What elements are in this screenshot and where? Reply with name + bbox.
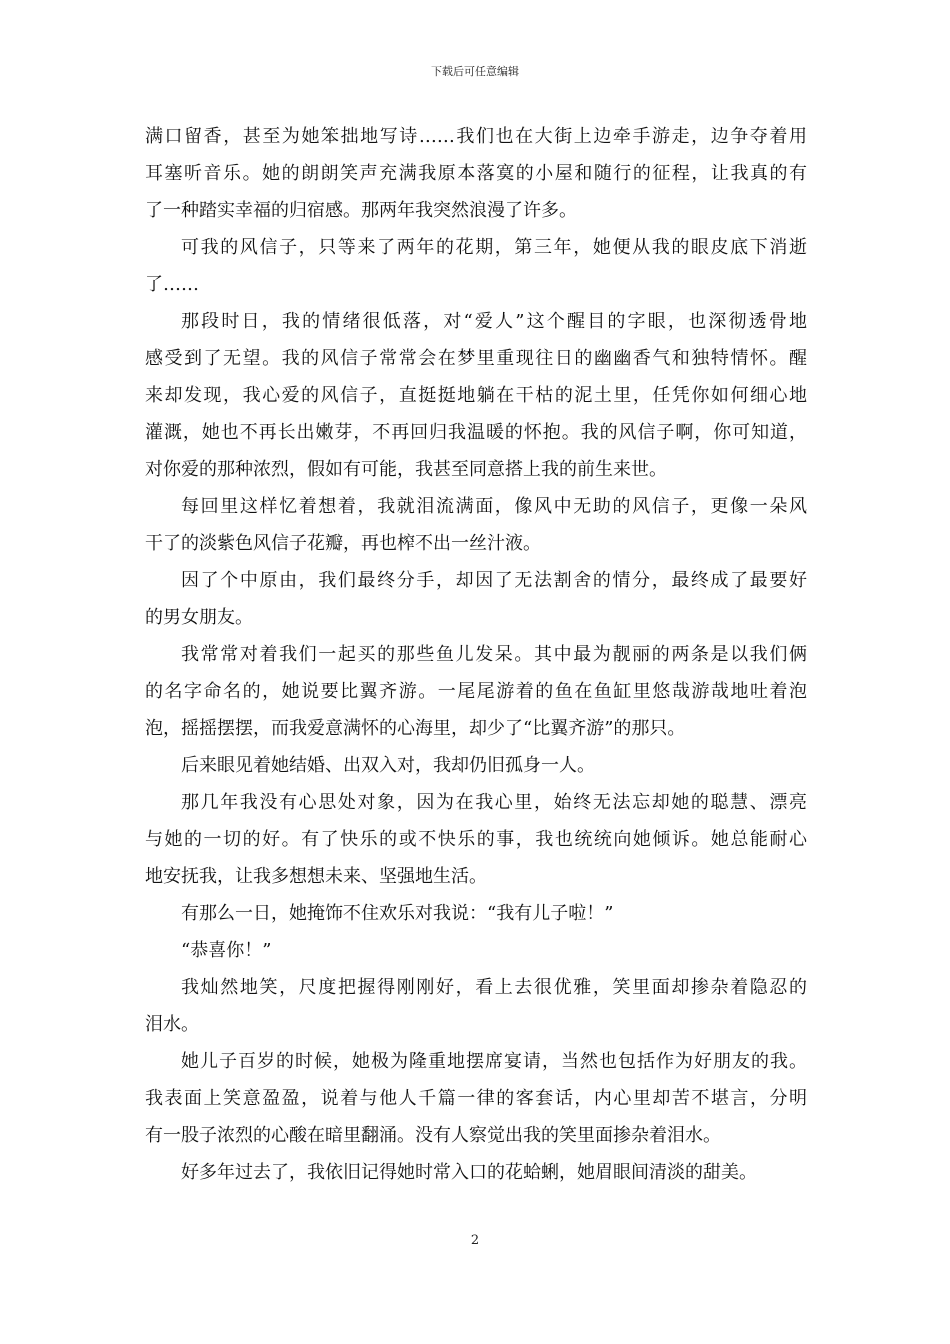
text-line: 后来眼见着她结婚、出双入对，我却仍旧孤身一人。 xyxy=(181,755,595,776)
text-line: “恭喜你！” xyxy=(181,940,272,961)
paragraph xyxy=(145,1154,807,1191)
text-line: 可我的风信子，只等来了两年的花期，第三年，她便从我的眼皮底下消逝 xyxy=(181,237,807,258)
text-line: 感受到了无望。我的风信子常常会在梦里重现往日的幽幽香气和独特情怀。醒 xyxy=(145,348,807,369)
paragraph xyxy=(145,784,807,895)
text-line: 我灿然地笑，尺度把握得刚刚好，看上去很优雅，笑里面却掺杂着隐忍的 xyxy=(181,977,807,998)
text-line: 那几年我没有心思处对象，因为在我心里，始终无法忘却她的聪慧、漂亮 xyxy=(181,792,807,813)
text-line: 我常常对着我们一起买的那些鱼儿发呆。其中最为靓丽的两条是以我们俩 xyxy=(181,644,807,665)
text-line: 了一种踏实幸福的归宿感。那两年我突然浪漫了许多。 xyxy=(145,200,577,221)
text-line: 干了的淡紫色风信子花瓣，再也榨不出一丝汁液。 xyxy=(145,533,541,554)
paragraph xyxy=(145,118,807,229)
text-line: 好多年过去了，我依旧记得她时常入口的花蛤蜊，她眉眼间清淡的甜美。 xyxy=(181,1162,757,1183)
paragraph xyxy=(145,747,807,784)
text-line: 地安抚我，让我多想想未来、坚强地生活。 xyxy=(145,866,487,887)
text-line: 对你爱的那种浓烈，假如有可能，我甚至同意搭上我的前生来世。 xyxy=(145,459,667,480)
paragraph xyxy=(145,895,807,932)
page-header: 下载后可任意编辑 xyxy=(431,65,519,78)
text-line: 我表面上笑意盈盈，说着与他人千篇一律的客套话，内心里却苦不堪言，分明 xyxy=(145,1088,807,1109)
document-body xyxy=(145,118,807,1191)
text-line: 灌溉，她也不再长出嫩芽，不再回归我温暖的怀抱。我的风信子啊，你可知道， xyxy=(145,422,807,443)
text-line: 泡，摇摇摆摆，而我爱意满怀的心海里，却少了“比翼齐游”的那只。 xyxy=(145,718,686,739)
text-line: 耳塞听音乐。她的朗朗笑声充满我原本落寞的小屋和随行的征程，让我真的有 xyxy=(145,163,807,184)
text-line: 她儿子百岁的时候，她极为隆重地摆席宴请，当然也包括作为好朋友的我。 xyxy=(181,1051,807,1072)
text-line: 有那么一日，她掩饰不住欢乐对我说：“我有儿子啦！” xyxy=(181,903,614,924)
paragraph xyxy=(145,229,807,303)
text-line: 每回里这样忆着想着，我就泪流满面，像风中无助的风信子，更像一朵风 xyxy=(181,496,807,517)
paragraph xyxy=(145,303,807,488)
paragraph xyxy=(145,562,807,636)
text-line: 来却发现，我心爱的风信子，直挺挺地躺在干枯的泥土里，任凭你如何细心地 xyxy=(145,385,807,406)
text-line: 的男女朋友。 xyxy=(145,607,253,628)
paragraph xyxy=(145,488,807,562)
paragraph xyxy=(145,932,807,969)
text-line: 那段时日，我的情绪很低落，对“爱人”这个醒目的字眼，也深彻透骨地 xyxy=(181,311,807,332)
paragraph xyxy=(145,969,807,1043)
text-line: 泪水。 xyxy=(145,1014,199,1035)
paragraph xyxy=(145,636,807,747)
text-line: 因了个中原由，我们最终分手，却因了无法割舍的情分，最终成了最要好 xyxy=(181,570,807,591)
page-number: 2 xyxy=(470,1233,480,1248)
text-line: 了…… xyxy=(145,274,199,295)
text-line: 有一股子浓烈的心酸在暗里翻涌。没有人察觉出我的笑里面掺杂着泪水。 xyxy=(145,1125,721,1146)
text-line: 与她的一切的好。有了快乐的或不快乐的事，我也统统向她倾诉。她总能耐心 xyxy=(145,829,807,850)
paragraph xyxy=(145,1043,807,1154)
text-line: 的名字命名的，她说要比翼齐游。一尾尾游着的鱼在鱼缸里悠哉游哉地吐着泡 xyxy=(145,681,807,702)
text-line: 满口留香，甚至为她笨拙地写诗……我们也在大街上边牵手游走，边争夺着用 xyxy=(145,126,807,147)
